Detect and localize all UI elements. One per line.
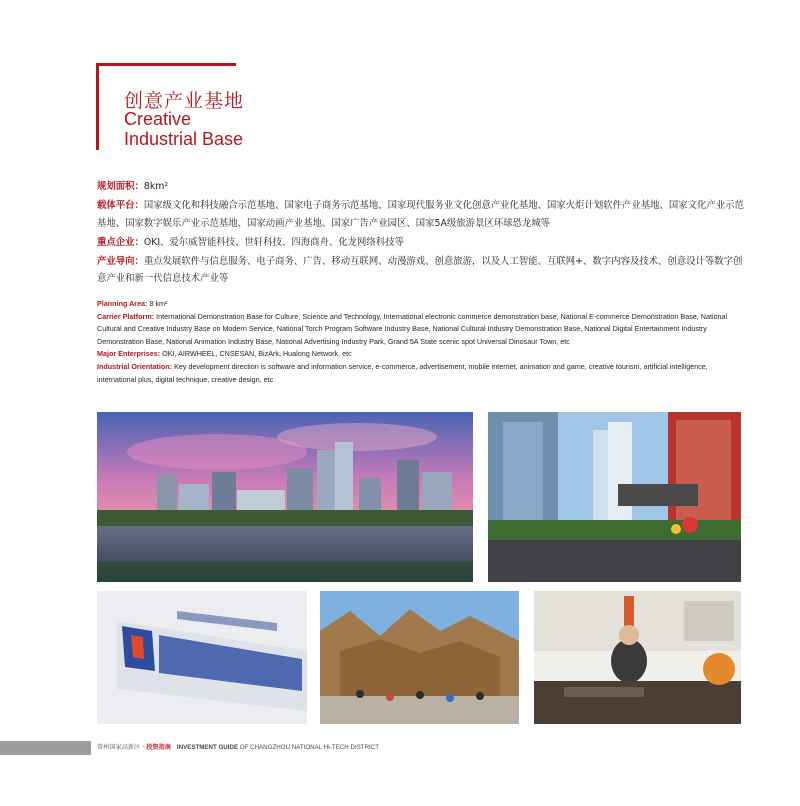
cn-platform-label: 载体平台： [97,200,144,212]
footer [97,744,379,752]
page-title-cn: 创意产业基地 [124,90,245,112]
en-enterprises-paragraph [97,348,747,361]
base-sign-photo [97,591,307,724]
dinosaur-park-photo [320,591,519,724]
cn-enterprises-paragraph [97,234,747,252]
en-area-value: 8 km² [147,299,168,308]
office-towers-photo [488,412,741,582]
cn-enterprises-value: OKI、爱尔威智能科技、世轩科技、四海商舟、化龙网络科技等 [143,236,404,248]
cn-platform-paragraph [97,197,747,232]
cn-orientation-paragraph [97,253,747,288]
en-area-label: Planning Area: [97,299,148,308]
footer-bar [0,741,91,755]
en-orientation-paragraph [97,361,747,386]
description-cn [97,178,747,290]
page-title-en [124,109,243,149]
en-enterprises-label: Major Enterprises: [97,349,161,359]
footer-en-guide: INVESTMENT GUIDE [176,744,239,751]
en-platform-paragraph [97,311,747,349]
footer-cn-guide: 投资指南 [146,744,171,751]
description-en [97,298,747,386]
en-orientation-value: Key development direction is software and information service, e-commerce, advertisement, mobile internet, animation and game, creative tourism, artificial intelligence, international plus, digital technique, creative design, etc [97,361,708,384]
cn-platform-value: 国家级文化和科技融合示范基地、国家电子商务示范基地、国家现代服务业文化创意产业化基地、国家火炬计划软件产业基地、国家文化产业示范基地、国家数字娱乐产业示范基地、国家动画产业基地、国家广告产业园区、国家5A级旅游景区环球恐龙城等 [97,200,744,229]
page-title-en-line2: Industrial Base [124,129,244,149]
cn-area-label: 规划面积： [97,181,144,192]
cn-orientation-label: 产业导向： [97,255,144,267]
cn-area-paragraph [97,178,747,196]
en-enterprises-value: OKI, AIRWHEEL, CNSESAN, BizArk, Hualong Network, etc [160,349,352,359]
footer-en-rest: OF CHANGZHOU NATIONAL HI-TECH DISTRICT [238,744,380,751]
cn-area-value: 8km² [143,181,169,192]
en-area-paragraph [97,298,747,311]
footer-cn-name: 常州国家高新区 · [97,744,147,751]
en-platform-value: International Demonstration Base for Culture, Science and Technology, International electronic commerce demonstration base, National E-commerce Demonstration Base, National Cultural and Creative Industry Base on Modern Service, National Torch Program Software Industry Base, National Cultural Industry Demonstration Base, National Digital Entertainment Industry Demonstration Base, National Animation Industry Base, National Advertising Industry Park, Grand 5A State scenic spot Universal Dinosaur Town, etc [97,311,728,346]
page-title-en-line1: Creative [124,109,192,129]
cn-orientation-value: 重点发展软件与信息服务、电子商务、广告、移动互联网、动漫游戏、创意旅游，以及人工智能、互联网+、数字内容及技术、创意设计等数字创意产业和新一代信息技术产业等 [97,255,743,285]
workshop-photo [534,591,741,724]
cn-enterprises-label: 重点企业： [97,236,144,248]
en-orientation-label: Industrial Orientation: [97,361,173,371]
en-platform-label: Carrier Platform: [97,311,155,321]
skyline-lake-photo [97,412,473,582]
